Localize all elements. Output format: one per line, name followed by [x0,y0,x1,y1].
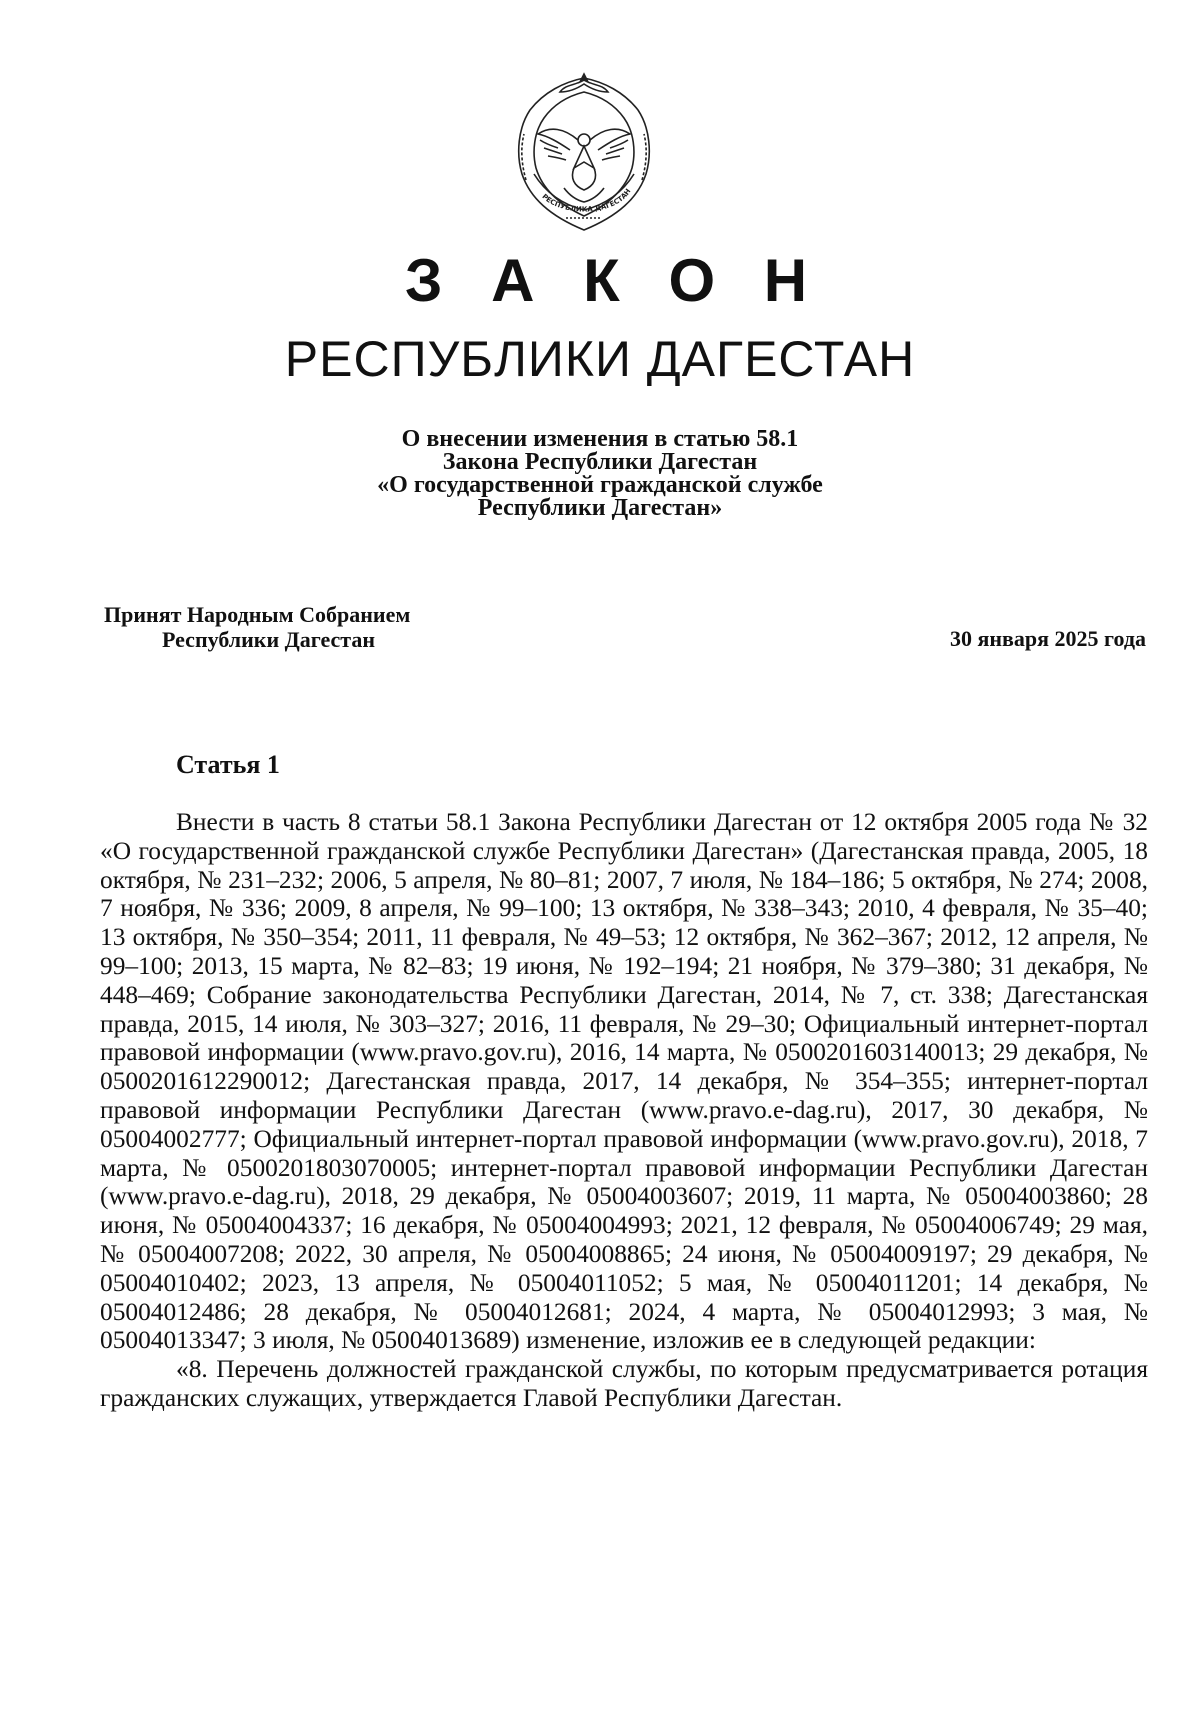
document-title: З А К О Н [404,247,824,314]
body-paragraph: Внести в часть 8 статьи 58.1 Закона Республики Дагестан от 12 октября 2005 года № 32 «О государственной гражданской службе Республики Дагестан» (Дагестанская правда, 2005, 18 октября, № 231–232; 2006, 5 апреля, № 80–81; 2007, 7 июля, № 184–186; 5 октября, № 274; 2008, 7 ноября, № 336; 2009, 8 апреля, № 99–100; 13 октября, № 338–343; 2010, 4 февраля, № 35–40; 13 октября, № 350–354; 2011, 11 февраля, № 49–53; 12 октября, № 362–367; 2012, 12 апреля, № 99–100; 2013, 15 марта, № 82–83; 19 июня, № 192–194; 21 ноября, № 379–380; 31 декабря, № 448–469; Собрание законодательства Республики Дагестан, 2014, № 7, ст. 338; Дагестанская правда, 2015, 14 июля, № 303–327; 2016, 11 февраля, № 29–30; Официальный интернет-портал правовой информации (www.pravo.gov.ru), 2016, 14 марта, № 0500201603140013; 29 декабря, № 0500201612290012; Дагестанская правда, 2017, 14 декабря, № 354–355; интернет-портал правовой информации Республики Дагестан (www.pravo.e-dag.ru), 2017, 30 декабря, № 05004002777; Официальный интернет-портал правовой информации (www.pravo.gov.ru), 2018, 7 марта, № 0500201803070005; интернет-портал правовой информации Республики Дагестан (www.pravo.e-dag.ru), 2018, 29 декабря, № 05004003607; 2019, 11 марта, № 05004003860; 28 июня, № 05004004337; 16 декабря, № 05004004993; 2021, 12 февраля, № 05004006749; 29 мая, № 05004007208; 2022, 30 апреля, № 05004008865; 24 июня, № 05004009197; 29 декабря, № 05004010402; 2023, 13 апреля, № 05004011052; 5 мая, № 05004011201; 14 декабря, № 05004012486; 28 декабря, № 05004012681; 2024, 4 марта, № 05004012993; 3 мая, № 05004013347; 3 июля, № 05004013689) изменение, изложив ее в следующей редакции: [100,808,1148,1355]
article-heading: Статья 1 [176,750,280,779]
article-body [100,808,1148,1413]
adoption-date: 30 января 2025 года [949,626,1146,651]
law-name-line: Республики Дагестан» [477,495,723,521]
law-name-line: «О государственной гражданской службе [377,472,823,498]
law-name [0,428,1200,520]
dagestan-coat-of-arms-icon [504,70,664,238]
law-name-line: Закона Республики Дагестан [442,449,758,475]
document-subtitle: РЕСПУБЛИКИ ДАГЕСТАН [284,331,916,387]
body-paragraph: «8. Перечень должностей гражданской службы, по которым предусматривается ротация гражданских служащих, утверждается Главой Республики Дагестан. [100,1355,1148,1412]
adoption-note [104,602,410,652]
adoption-note-line: Принят Народным Собранием [104,602,411,627]
law-name-line: О внесении изменения в статью 58.1 [401,426,799,452]
svg-text:РЕСПУБЛИКА ДАГЕСТАН: РЕСПУБЛИКА ДАГЕСТАН [540,187,633,214]
adoption-note-line: Республики Дагестан [162,627,376,652]
